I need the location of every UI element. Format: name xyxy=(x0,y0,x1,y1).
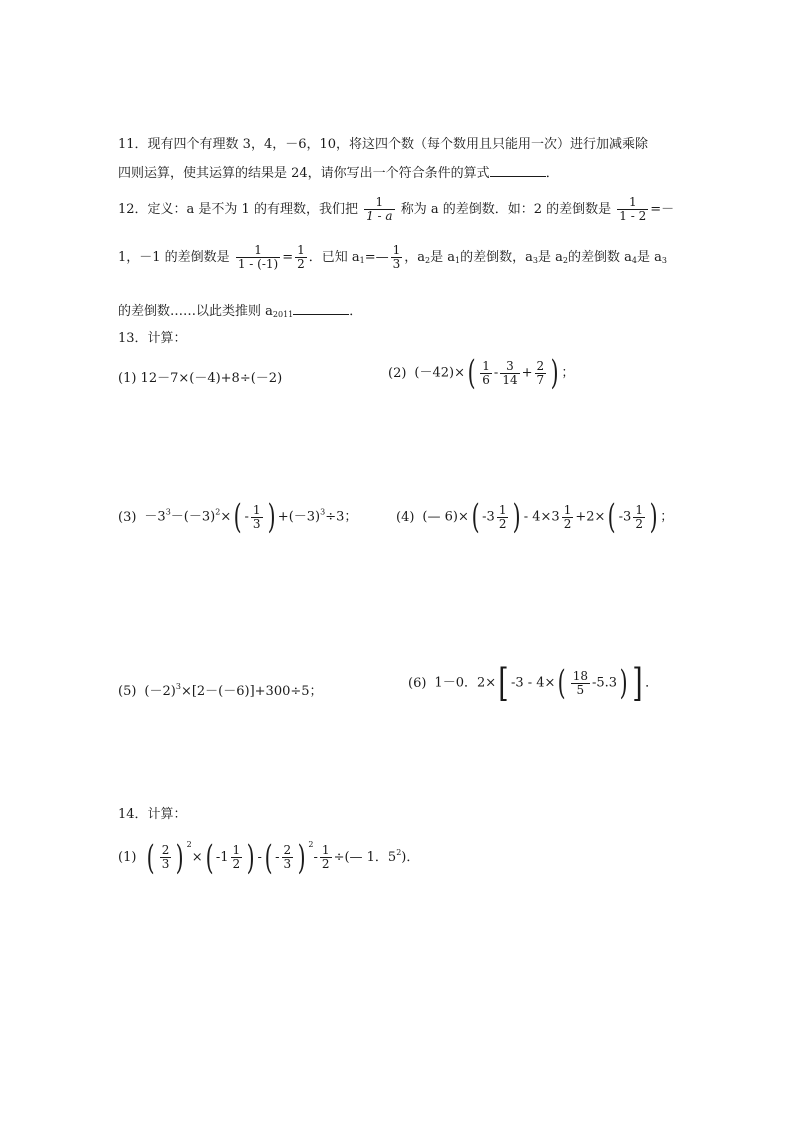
q11-answer-blank[interactable] xyxy=(490,164,546,177)
fraction: $\frac{1}{1 - (-1)}$ xyxy=(237,243,279,271)
q13-expr6: (6) 1－0．2×[ -3 - 4×( $\frac{18}{5}$ -5.3) ] ． xyxy=(408,661,659,705)
q14-title: 14．计算： xyxy=(118,807,187,822)
q12-line3: 的差倒数……以此类推则 $a_{2011}$ ． xyxy=(118,304,363,319)
q12-answer-blank[interactable] xyxy=(293,302,349,315)
fraction: $\frac{1}{3}$ xyxy=(392,243,401,271)
q13-expr4: (4) (— 6)×( -3 $\frac{1}{2}$ ) - 4×3 $\frac{1}{2}$ +2×( -3 $\frac{1}{2}$ ) ； xyxy=(396,497,674,537)
fraction: $\frac{1}{2}$ xyxy=(297,243,305,271)
fraction: $\frac{1}{1 - a}$ xyxy=(366,195,393,223)
q11-line2: 四则运算，使其运算的结果是 24，请你写出一个符合条件的算式 ． xyxy=(118,166,559,181)
q11-text: 四则运算，使其运算的结果是 24，请你写出一个符合条件的算式 xyxy=(118,166,490,181)
q12-line2: 1，－1 的差倒数是 $\frac{1}{1 - (-1)}$ = $\frac{1}{2}$ ．已知 $a_1=—$ $\frac{1}{3}$ ，$a_2$是 $a_1$的差倒数，$a_3$是 $a_2$的差倒数 $a_4$是 $a_3$ xyxy=(118,243,667,271)
q13-expr3: $(3) -3^3-(-3)^2\times$( - $\frac{1}{3}$ ) $+(-3)^3\div 3$； xyxy=(118,497,358,537)
q13-title: 13．计算： xyxy=(118,331,187,346)
q11-line1: 11．现有四个有理数 3，4，－6，10，将这四个数（每个数用且只能用一次）进行加减乘除 xyxy=(118,137,649,152)
q14-expr1: (1) ( $\frac{2}{3}$ ) $^2$×( -1 $\frac{1}{2}$ ) -( - $\frac{2}{3}$ ) $^2$- $\frac{1}{2}$ ÷(— 1．$5^2$)． xyxy=(118,837,420,878)
q12-line1: 12．定义：a 是不为 1 的有理数，我们把 $\frac{1}{1 - a}$ 称为 a 的差倒数．如：2 的差倒数是 $\frac{1}{1 - 2}$ =－ xyxy=(118,195,675,223)
q13-expr5: (5) $(-2)^3\times[2-(-6)]+300\div 5$； xyxy=(118,682,323,699)
q13-expr2: (2) (－42)×( $\frac{1}{6}$ - $\frac{3}{14}$ + $\frac{2}{7}$ ) ； xyxy=(388,353,575,393)
q13-expr1: (1) 12－7×(－4)+8÷(－2) xyxy=(118,371,283,386)
fraction: $\frac{1}{1 - 2}$ xyxy=(619,195,647,223)
